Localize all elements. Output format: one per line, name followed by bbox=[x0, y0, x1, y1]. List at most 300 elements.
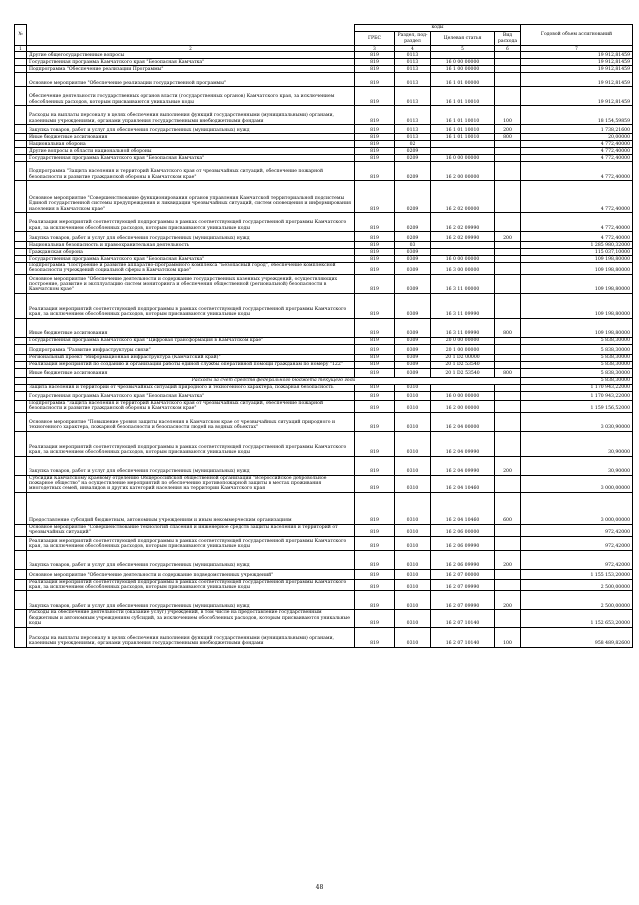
cell-grbs: 819 bbox=[355, 256, 395, 263]
table-row bbox=[15, 106, 633, 125]
cell-name: Подпрограмма "Построение и развитие аппаратно-программного комплекса "Безопасный город", обеспечение комплексной безопасности учреждений социальной сферы в Камчатском крае" bbox=[27, 263, 355, 275]
cell-no bbox=[15, 59, 27, 66]
cell-section: 0209 bbox=[395, 162, 431, 181]
cell-target: 20 1 D2 53540 bbox=[431, 368, 495, 377]
cell-grbs: 819 bbox=[355, 412, 395, 431]
cell-section: 0209 bbox=[395, 213, 431, 232]
table-row bbox=[15, 232, 633, 242]
table-row bbox=[15, 155, 633, 162]
cell-sum: 4 772,40000 bbox=[521, 213, 633, 232]
table-row bbox=[15, 162, 633, 181]
cell-grbs: 819 bbox=[355, 293, 395, 318]
cell-vr bbox=[495, 256, 521, 263]
table-row bbox=[15, 125, 633, 134]
cell-sum: 5 838,30000 bbox=[521, 344, 633, 354]
cell-no bbox=[15, 134, 27, 141]
cell-section: 0310 bbox=[395, 610, 431, 627]
cell-no bbox=[15, 141, 27, 148]
cell-section: 0310 bbox=[395, 550, 431, 569]
col-index-5: 5 bbox=[431, 46, 495, 52]
table-row bbox=[15, 213, 633, 232]
cell-no bbox=[15, 213, 27, 232]
cell-no bbox=[15, 73, 27, 87]
cell-vr bbox=[495, 384, 521, 391]
table-row bbox=[15, 73, 633, 87]
table-row bbox=[15, 134, 633, 141]
cell-target bbox=[431, 52, 495, 59]
header-name bbox=[27, 25, 355, 46]
cell-target: 16 2 02 00000 bbox=[431, 181, 495, 213]
cell-vr: 800 bbox=[495, 318, 521, 337]
table-row bbox=[15, 249, 633, 256]
cell-target: 16 2 00 00000 bbox=[431, 162, 495, 181]
cell-vr: 200 bbox=[495, 232, 521, 242]
cell-sum: 19 912,81459 bbox=[521, 87, 633, 106]
table-row bbox=[15, 242, 633, 249]
cell-no bbox=[15, 263, 27, 275]
cell-no bbox=[15, 249, 27, 256]
cell-vr bbox=[495, 263, 521, 275]
cell-vr bbox=[495, 361, 521, 368]
cell-name: Гражданская оборона bbox=[27, 249, 355, 256]
cell-sum: 4 772,40000 bbox=[521, 162, 633, 181]
cell-grbs: 819 bbox=[355, 579, 395, 591]
table-row bbox=[15, 579, 633, 591]
cell-vr bbox=[495, 337, 521, 344]
cell-sum: 958 489,82600 bbox=[521, 627, 633, 647]
cell-no bbox=[15, 456, 27, 475]
cell-grbs: 819 bbox=[355, 550, 395, 569]
cell-grbs: 819 bbox=[355, 73, 395, 87]
header-target: Целевая статья bbox=[431, 32, 495, 46]
cell-target: 16 2 07 09990 bbox=[431, 579, 495, 591]
cell-name: Государственная программа Камчатского края "Безопасная Камчатка" bbox=[27, 256, 355, 263]
cell-vr bbox=[495, 155, 521, 162]
cell-sum: 19 912,81459 bbox=[521, 66, 633, 73]
col-index-6: 6 bbox=[495, 46, 521, 52]
table-row bbox=[15, 456, 633, 475]
cell-grbs: 819 bbox=[355, 391, 395, 400]
table-row bbox=[15, 384, 633, 391]
cell-section: 0209 bbox=[395, 232, 431, 242]
cell-grbs: 819 bbox=[355, 368, 395, 377]
cell-grbs: 819 bbox=[355, 134, 395, 141]
cell-section: 0309 bbox=[395, 354, 431, 361]
cell-target: 16 2 02 09990 bbox=[431, 213, 495, 232]
cell-sum: 30,90000 bbox=[521, 431, 633, 456]
cell-vr: 600 bbox=[495, 492, 521, 524]
cell-no bbox=[15, 591, 27, 610]
cell-target: 16 2 07 00000 bbox=[431, 569, 495, 579]
table-row bbox=[15, 293, 633, 318]
cell-sum: 109 198,80000 bbox=[521, 274, 633, 293]
col-index-7: 7 bbox=[521, 46, 633, 52]
table-row bbox=[15, 412, 633, 431]
cell-grbs: 819 bbox=[355, 148, 395, 155]
cell-vr bbox=[495, 354, 521, 361]
cell-note: Расходы за счет средств федерального бюджета текущего года bbox=[27, 377, 521, 384]
cell-sum: 2 500,00000 bbox=[521, 579, 633, 591]
cell-sum: 1 152 653,20000 bbox=[521, 610, 633, 627]
budget-table bbox=[14, 24, 633, 648]
table-row bbox=[15, 610, 633, 627]
cell-no bbox=[15, 242, 27, 249]
col-index-1: 1 bbox=[15, 46, 27, 52]
cell-target: 16 2 02 09990 bbox=[431, 232, 495, 242]
cell-section: 0310 bbox=[395, 591, 431, 610]
table-row bbox=[15, 52, 633, 59]
col-index-4: 4 bbox=[395, 46, 431, 52]
cell-name: Закупка товаров, работ и услуг для обеспечения государственных (муниципальных) нужд bbox=[27, 591, 355, 610]
cell-grbs: 819 bbox=[355, 181, 395, 213]
cell-section: 0310 bbox=[395, 456, 431, 475]
cell-name: Государственная программа Камчатского края "Безопасная Камчатка" bbox=[27, 391, 355, 400]
cell-vr bbox=[495, 242, 521, 249]
cell-sum: 5 838,30000 bbox=[521, 337, 633, 344]
cell-no bbox=[15, 344, 27, 354]
cell-vr: 200 bbox=[495, 550, 521, 569]
cell-sum: 1 159 156,52000 bbox=[521, 400, 633, 412]
budget-table-page bbox=[14, 24, 632, 648]
cell-no bbox=[15, 377, 27, 384]
cell-section: 0309 bbox=[395, 337, 431, 344]
cell-vr bbox=[495, 579, 521, 591]
cell-grbs: 819 bbox=[355, 87, 395, 106]
cell-target: 20 1 D2 00000 bbox=[431, 354, 495, 361]
cell-name: Подпрограмма "Обеспечение реализации Программы" bbox=[27, 66, 355, 73]
cell-vr bbox=[495, 400, 521, 412]
table-row bbox=[15, 344, 633, 354]
header-codes: коды bbox=[355, 25, 521, 32]
cell-target: 16 0 00 00000 bbox=[431, 155, 495, 162]
table-row bbox=[15, 59, 633, 66]
col-index-2: 2 bbox=[27, 46, 355, 52]
cell-name: Реализация мероприятий соответствующей подпрограммы в рамках соответствующей государственной программы Камчатского края, за исключением обособленных расходов, которым присваиваются уникальные коды bbox=[27, 536, 355, 550]
cell-section: 0113 bbox=[395, 106, 431, 125]
cell-sum: 5 838,30000 bbox=[521, 354, 633, 361]
cell-target: 20 1 D2 53540 bbox=[431, 361, 495, 368]
cell-vr bbox=[495, 274, 521, 293]
cell-target bbox=[431, 384, 495, 391]
cell-no bbox=[15, 627, 27, 647]
cell-no bbox=[15, 400, 27, 412]
cell-name: Региональный проект "Информационная инфраструктура (Камчатский край)" bbox=[27, 354, 355, 361]
cell-no bbox=[15, 293, 27, 318]
cell-section: 0310 bbox=[395, 536, 431, 550]
cell-vr bbox=[495, 141, 521, 148]
cell-no bbox=[15, 536, 27, 550]
cell-no bbox=[15, 232, 27, 242]
cell-sum: 19 912,81459 bbox=[521, 73, 633, 87]
cell-vr: 800 bbox=[495, 368, 521, 377]
table-row bbox=[15, 368, 633, 377]
cell-target: 16 3 11 09990 bbox=[431, 293, 495, 318]
cell-target: 16 2 04 09990 bbox=[431, 456, 495, 475]
cell-no bbox=[15, 368, 27, 377]
table-row bbox=[15, 400, 633, 412]
cell-no bbox=[15, 181, 27, 213]
cell-vr: 800 bbox=[495, 134, 521, 141]
table-row bbox=[15, 591, 633, 610]
table-row bbox=[15, 524, 633, 536]
cell-section: 03 bbox=[395, 242, 431, 249]
cell-name: Субсидии Камчатскому краевому отделению Общероссийской общественной организации "Всероссийское добровольное пожарное общество" на осуществление мероприятий по обеспечению противопожарной защиты в местах проживания многодетных семей, инвалидов и других категорий населения на территории Камчатского края bbox=[27, 475, 355, 492]
cell-no bbox=[15, 318, 27, 337]
cell-no bbox=[15, 125, 27, 134]
cell-section: 0310 bbox=[395, 627, 431, 647]
cell-grbs: 819 bbox=[355, 66, 395, 73]
cell-vr bbox=[495, 148, 521, 155]
cell-vr bbox=[495, 412, 521, 431]
cell-name: Расходы на обеспечение деятельности (оказание услуг) учреждений, в том числе на предоставление государственным бюджетным и автономным учреждениям субсидий, за исключением обособленных расходов, которым присваиваются уникальные коды bbox=[27, 610, 355, 627]
cell-section: 0310 bbox=[395, 412, 431, 431]
cell-target: 16 2 06 00000 bbox=[431, 524, 495, 536]
table-row bbox=[15, 66, 633, 73]
cell-name: Иные бюджетные ассигнования bbox=[27, 134, 355, 141]
cell-no bbox=[15, 106, 27, 125]
cell-grbs: 819 bbox=[355, 475, 395, 492]
col-index-3: 3 bbox=[355, 46, 395, 52]
cell-vr: 100 bbox=[495, 627, 521, 647]
cell-name: Другие общегосударственные вопросы bbox=[27, 52, 355, 59]
cell-section: 0309 bbox=[395, 361, 431, 368]
cell-section: 0309 bbox=[395, 318, 431, 337]
table-row bbox=[15, 274, 633, 293]
cell-section: 0309 bbox=[395, 249, 431, 256]
cell-sum: 5 838,30000 bbox=[521, 361, 633, 368]
cell-grbs: 819 bbox=[355, 249, 395, 256]
cell-no bbox=[15, 524, 27, 536]
table-row bbox=[15, 431, 633, 456]
cell-no bbox=[15, 412, 27, 431]
table-row bbox=[15, 550, 633, 569]
cell-vr: 200 bbox=[495, 456, 521, 475]
cell-sum: 972,42000 bbox=[521, 536, 633, 550]
table-row bbox=[15, 141, 633, 148]
cell-sum: 1 170 943,22000 bbox=[521, 391, 633, 400]
cell-target: 16 3 00 00000 bbox=[431, 263, 495, 275]
cell-grbs: 819 bbox=[355, 431, 395, 456]
table-row bbox=[15, 181, 633, 213]
cell-name: Реализация мероприятий соответствующей подпрограммы в рамках соответствующей государственной программы Камчатского края, за исключением обособленных расходов, которым присваиваются уникальные коды bbox=[27, 293, 355, 318]
cell-vr bbox=[495, 213, 521, 232]
cell-sum: 30,90000 bbox=[521, 456, 633, 475]
cell-name: Расходы на выплаты персоналу в целях обеспечения выполнения функций государственными (муниципальными) органами, казенными учреждениями, органами управления государственными внебюджетными фондами bbox=[27, 627, 355, 647]
cell-name: Закупка товаров, работ и услуг для обеспечения государственных (муниципальных) нужд bbox=[27, 232, 355, 242]
cell-name: Государственная программа Камчатского края "Безопасная Камчатка" bbox=[27, 59, 355, 66]
cell-section: 0113 bbox=[395, 87, 431, 106]
cell-name: Подпрограмма "Защита населения и территорий Камчатского края от чрезвычайных ситуаций, обеспечение пожарной безопасности и развитие гражданской обороны в Камчатском крае" bbox=[27, 400, 355, 412]
cell-grbs: 819 bbox=[355, 591, 395, 610]
header-no: № bbox=[15, 25, 27, 46]
cell-vr bbox=[495, 249, 521, 256]
cell-sum: 109 198,80000 bbox=[521, 263, 633, 275]
cell-vr bbox=[495, 431, 521, 456]
cell-section: 0309 bbox=[395, 368, 431, 377]
table-row bbox=[15, 263, 633, 275]
cell-grbs: 819 bbox=[355, 354, 395, 361]
cell-name: Национальная оборона bbox=[27, 141, 355, 148]
table-row bbox=[15, 569, 633, 579]
cell-no bbox=[15, 569, 27, 579]
cell-sum: 1 155 153,20000 bbox=[521, 569, 633, 579]
cell-grbs: 819 bbox=[355, 337, 395, 344]
cell-target: 16 2 07 10140 bbox=[431, 610, 495, 627]
cell-grbs: 819 bbox=[355, 274, 395, 293]
cell-sum: 109 198,80000 bbox=[521, 318, 633, 337]
cell-sum: 1 285 980,32000 bbox=[521, 242, 633, 249]
cell-grbs: 819 bbox=[355, 106, 395, 125]
cell-sum: 4 772,40000 bbox=[521, 148, 633, 155]
cell-target: 16 1 01 10010 bbox=[431, 106, 495, 125]
cell-sum: 109 198,80000 bbox=[521, 293, 633, 318]
cell-grbs: 819 bbox=[355, 52, 395, 59]
table-row bbox=[15, 337, 633, 344]
cell-grbs: 819 bbox=[355, 263, 395, 275]
cell-vr: 200 bbox=[495, 125, 521, 134]
cell-vr bbox=[495, 536, 521, 550]
cell-no bbox=[15, 391, 27, 400]
cell-no bbox=[15, 256, 27, 263]
cell-section: 0309 bbox=[395, 263, 431, 275]
cell-target: 16 3 11 09990 bbox=[431, 318, 495, 337]
cell-name: Защита населения и территории от чрезвычайных ситуаций природного и техногенного характера, пожарная безопасность bbox=[27, 384, 355, 391]
cell-name: Обеспечение деятельности государственных органов власти (государственных органов) Камчатского края, за исключением обособленных расходов, которым присваиваются уникальные коды bbox=[27, 87, 355, 106]
cell-no bbox=[15, 610, 27, 627]
cell-sum: 19 912,81459 bbox=[521, 59, 633, 66]
cell-grbs: 819 bbox=[355, 400, 395, 412]
cell-grbs: 819 bbox=[355, 155, 395, 162]
cell-name: Иные бюджетные ассигнования bbox=[27, 368, 355, 377]
cell-target: 16 2 04 00000 bbox=[431, 412, 495, 431]
table-row bbox=[15, 377, 633, 384]
cell-name: Реализация мероприятий по созданию и организации работы единой службы оперативной помощи гражданам по номеру "122" bbox=[27, 361, 355, 368]
cell-name: Основное мероприятие "Обеспечение реализации государственной программы" bbox=[27, 73, 355, 87]
cell-no bbox=[15, 337, 27, 344]
cell-name: Реализация мероприятий соответствующей подпрограммы в рамках соответствующей государственной программы Камчатского края, за исключением обособленных расходов, которым присваиваются уникальные коды bbox=[27, 213, 355, 232]
cell-target: 16 2 04 10460 bbox=[431, 492, 495, 524]
cell-name: Государственная программа Камчатского края "Цифровая трансформация в Камчатском крае" bbox=[27, 337, 355, 344]
cell-grbs: 819 bbox=[355, 59, 395, 66]
cell-target bbox=[431, 242, 495, 249]
cell-grbs: 819 bbox=[355, 361, 395, 368]
cell-target: 16 2 04 09990 bbox=[431, 431, 495, 456]
cell-section: 0309 bbox=[395, 344, 431, 354]
cell-no bbox=[15, 361, 27, 368]
cell-no bbox=[15, 550, 27, 569]
cell-name: Закупка товаров, работ и услуг для обеспечения государственных (муниципальных) нужд bbox=[27, 125, 355, 134]
cell-section: 02 bbox=[395, 141, 431, 148]
cell-sum: 3 000,00000 bbox=[521, 475, 633, 492]
cell-target bbox=[431, 249, 495, 256]
cell-sum: 1 738,21600 bbox=[521, 125, 633, 134]
cell-section: 0310 bbox=[395, 400, 431, 412]
cell-target: 16 2 07 10140 bbox=[431, 627, 495, 647]
table-row bbox=[15, 627, 633, 647]
cell-name: Основное мероприятие "Обеспечение деятельности и содержание подведомственных учреждений" bbox=[27, 569, 355, 579]
page-number: 48 bbox=[315, 884, 324, 891]
cell-name: Реализация мероприятий соответствующей подпрограммы в рамках соответствующей государственной программы Камчатского края, за исключением обособленных расходов, которым присваиваются уникальные коды bbox=[27, 431, 355, 456]
cell-target: 16 1 00 00000 bbox=[431, 66, 495, 73]
cell-grbs: 819 bbox=[355, 242, 395, 249]
cell-no bbox=[15, 579, 27, 591]
cell-no bbox=[15, 162, 27, 181]
cell-section: 0309 bbox=[395, 274, 431, 293]
cell-name: Закупка товаров, работ и услуг для обеспечения государственных (муниципальных) нужд bbox=[27, 550, 355, 569]
cell-name: Расходы на выплаты персоналу в целях обеспечения выполнения функций государственными (муниципальными) органами, казенными учреждениями, органами управления государственными внебюджетными фондами bbox=[27, 106, 355, 125]
cell-name: Иные бюджетные ассигнования bbox=[27, 318, 355, 337]
cell-sum: 1 170 943,22000 bbox=[521, 384, 633, 391]
cell-target: 16 2 07 09990 bbox=[431, 591, 495, 610]
cell-grbs: 819 bbox=[355, 232, 395, 242]
cell-section: 0113 bbox=[395, 134, 431, 141]
cell-target: 16 1 01 00000 bbox=[431, 73, 495, 87]
cell-target: 16 0 00 00000 bbox=[431, 59, 495, 66]
cell-target: 16 2 06 09990 bbox=[431, 536, 495, 550]
cell-name: Реализация мероприятий соответствующей подпрограммы в рамках соответствующей государственной программы Камчатского края, за исключением обособленных расходов, которым присваиваются уникальные коды bbox=[27, 579, 355, 591]
cell-vr bbox=[495, 59, 521, 66]
cell-section: 0310 bbox=[395, 431, 431, 456]
cell-name: Основное мероприятие "Совершенствование функционирования органов управления Камчатской территориальной подсистемы Единой государственной системы предупреждения и ликвидации чрезвычайных ситуаций, систем оповещения и информирования населения в Камчатском крае" bbox=[27, 181, 355, 213]
cell-no bbox=[15, 274, 27, 293]
cell-vr bbox=[495, 66, 521, 73]
cell-sum: 972,42000 bbox=[521, 524, 633, 536]
cell-target: 20 1 00 00000 bbox=[431, 344, 495, 354]
cell-grbs: 819 bbox=[355, 524, 395, 536]
cell-target: 16 1 01 10010 bbox=[431, 134, 495, 141]
cell-vr bbox=[495, 524, 521, 536]
cell-no bbox=[15, 148, 27, 155]
cell-sum: 4 772,40000 bbox=[521, 181, 633, 213]
cell-section: 0310 bbox=[395, 391, 431, 400]
cell-section: 0209 bbox=[395, 155, 431, 162]
cell-target: 16 0 00 00000 bbox=[431, 391, 495, 400]
cell-section: 0309 bbox=[395, 293, 431, 318]
cell-section: 0310 bbox=[395, 569, 431, 579]
table-row bbox=[15, 391, 633, 400]
cell-grbs: 819 bbox=[355, 344, 395, 354]
cell-section: 0310 bbox=[395, 524, 431, 536]
cell-sum: 115 037,10000 bbox=[521, 249, 633, 256]
cell-target: 16 3 11 00000 bbox=[431, 274, 495, 293]
cell-no bbox=[15, 384, 27, 391]
cell-vr bbox=[495, 87, 521, 106]
cell-no bbox=[15, 87, 27, 106]
cell-section: 0310 bbox=[395, 579, 431, 591]
cell-sum: 109 198,80000 bbox=[521, 256, 633, 263]
table-row bbox=[15, 536, 633, 550]
header-grbs: ГРБС bbox=[355, 32, 395, 46]
cell-grbs: 819 bbox=[355, 492, 395, 524]
cell-sum: 4 772,40000 bbox=[521, 155, 633, 162]
cell-no bbox=[15, 431, 27, 456]
cell-sum: 19 912,81459 bbox=[521, 52, 633, 59]
cell-target: 20 0 00 00000 bbox=[431, 337, 495, 344]
table-row bbox=[15, 354, 633, 361]
table-row bbox=[15, 492, 633, 524]
cell-section: 0113 bbox=[395, 59, 431, 66]
cell-vr: 200 bbox=[495, 591, 521, 610]
cell-grbs: 819 bbox=[355, 141, 395, 148]
cell-no bbox=[15, 492, 27, 524]
cell-section: 0113 bbox=[395, 52, 431, 59]
cell-sum: 5 838,30000 bbox=[521, 377, 633, 384]
cell-section: 0309 bbox=[395, 256, 431, 263]
cell-vr bbox=[495, 344, 521, 354]
cell-grbs: 819 bbox=[355, 456, 395, 475]
cell-sum: 972,42000 bbox=[521, 550, 633, 569]
cell-name: Предоставление субсидий бюджетным, автономным учреждениям и иным некоммерческим организациям bbox=[27, 492, 355, 524]
